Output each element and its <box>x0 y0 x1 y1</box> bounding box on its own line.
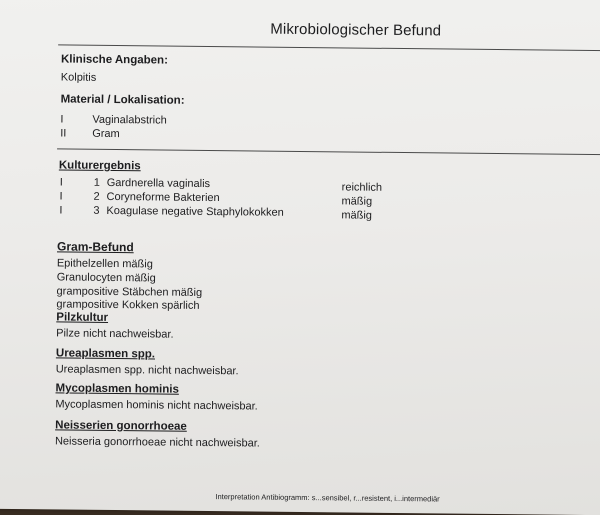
culture-amount-2: mäßig <box>341 195 373 208</box>
material-label-2: Gram <box>92 127 120 141</box>
mycoplasma-heading: Mycoplasmen hominis <box>55 382 179 396</box>
culture-num-1: 1 <box>93 176 100 189</box>
mycoplasma-text: Mycoplasmen hominis nicht nachweisbar. <box>55 398 258 413</box>
culture-organism-2: Coryneforme Bakterien <box>106 190 220 205</box>
footer-legend: Interpretation Antibiogramm: s...sensibel, r...resistent, i...intermediär <box>215 492 440 504</box>
culture-organism-1: Gardnerella vaginalis <box>106 176 211 191</box>
ureaplasma-heading: Ureaplasmen spp. <box>55 347 156 361</box>
culture-roman-1: I <box>59 176 63 189</box>
material-roman-1: I <box>60 113 64 126</box>
gram-line-2: Granulocyten mäßig <box>56 271 156 285</box>
gram-line-1: Epithelzellen mäßig <box>56 257 153 271</box>
culture-num-3: 3 <box>93 204 100 217</box>
ureaplasma-text: Ureaplasmen spp. nicht nachweisbar. <box>55 363 239 378</box>
material-roman-2: II <box>60 127 67 140</box>
culture-amount-3: mäßig <box>341 209 373 222</box>
neisseria-text: Neisseria gonorrhoeae nicht nachweisbar. <box>54 435 260 450</box>
fungal-text: Pilze nicht nachweisbar. <box>56 327 174 341</box>
material-heading: Material / Lokalisation: <box>60 93 185 107</box>
clinical-heading: Klinische Angaben: <box>60 53 168 67</box>
clinical-value: Kolpitis <box>60 71 97 84</box>
divider-top <box>58 44 600 51</box>
culture-heading: Kulturergebnis <box>58 159 141 173</box>
fungal-heading: Pilzkultur <box>56 311 109 324</box>
culture-num-2: 2 <box>93 190 100 203</box>
page-title: Mikrobiologischer Befund <box>270 20 442 40</box>
culture-amount-1: reichlich <box>341 181 383 194</box>
neisseria-heading: Neisserien gonorrhoeae <box>55 419 187 433</box>
material-label-1: Vaginalabstrich <box>92 113 167 127</box>
gram-line-3: grampositive Stäbchen mäßig <box>56 285 203 299</box>
culture-roman-2: I <box>59 190 63 203</box>
culture-organism-3: Koagulase negative Staphylokokken <box>106 204 284 219</box>
culture-roman-3: I <box>59 204 63 217</box>
gram-line-4: grampositive Kokken spärlich <box>56 298 200 312</box>
gram-heading: Gram-Befund <box>56 239 134 255</box>
divider-middle <box>57 148 600 155</box>
